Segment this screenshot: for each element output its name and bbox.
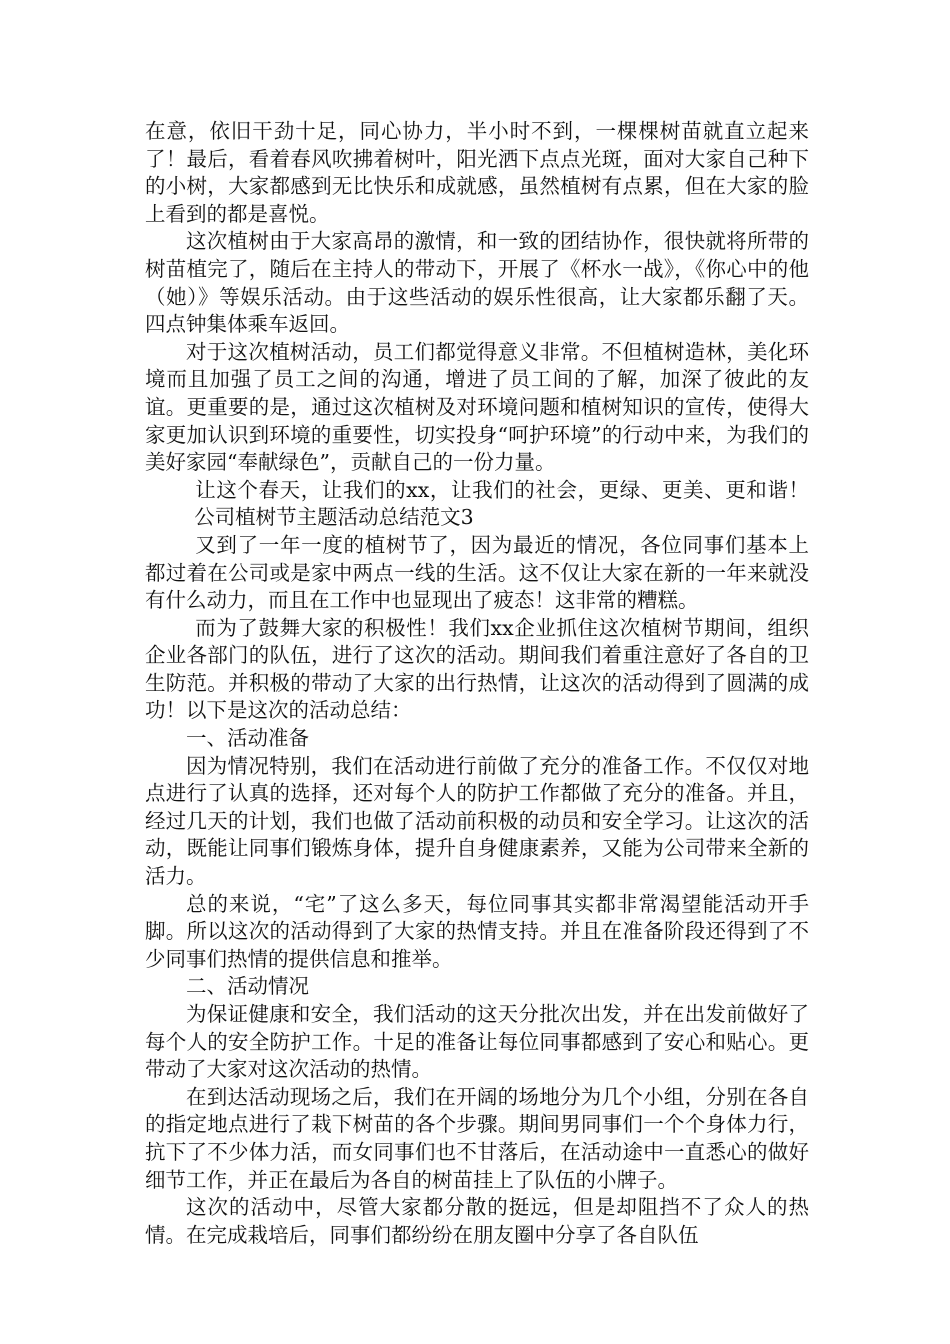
paragraph: 而为了鼓舞大家的积极性！我们xx企业抓住这次植树节期间，组织企业各部门的队伍，进行了这次的活动。期间我们着重注意好了各自的卫生防范。并积极的带动了大家的出行热情，让这次的活动得到了圆满的成功！以下是这次的活动总结：	[145, 615, 809, 723]
paragraph: 因为情况特别，我们在活动进行前做了充分的准备工作。不仅仅对地点进行了认真的选择，还对每个人的防护工作都做了充分的准备。并且，经过几天的计划，我们也做了活动前积极的动员和安全学习。让这次的活动，既能让同事们锻炼身体，提升自身健康素养，又能为公司带来全新的活力。	[145, 753, 809, 889]
paragraph: 在意，依旧干劲十足，同心协力，半小时不到，一棵棵树苗就直立起来了！最后，看着春风吹拂着树叶，阳光洒下点点光斑，面对大家自己种下的小树，大家都感到无比快乐和成就感，虽然植树有点累，但在大家的脸上看到的都是喜悦。	[145, 119, 809, 226]
section-heading: 二、活动情况	[186, 974, 309, 999]
section-heading: 一、活动准备	[186, 726, 309, 751]
paragraph: 对于这次植树活动，员工们都觉得意义非常。不但植树造林，美化环境而且加强了员工之间的沟通，增进了员工间的了解，加深了彼此的友谊。更重要的是，通过这次植树及对环境问题和植树知识的宣传，使得大家更加认识到环境的重要性，切实投身“呵护环境”的行动中来，为我们的美好家园“奉献绿色”，贡献自己的一份力量。	[145, 339, 809, 475]
paragraph: 为保证健康和安全，我们活动的这天分批次出发，并在出发前做好了每个人的安全防护工作。十足的准备让每位同事都感到了安心和贴心。更带动了大家对这次活动的热情。	[145, 1002, 809, 1082]
paragraph	[145, 477, 809, 532]
section-title: 公司植树节主题活动总结范文3	[194, 505, 474, 530]
paragraph-text: 让这个春天，让我们的xx，让我们的社会，更绿、更美、更和谐！	[195, 477, 809, 502]
paragraph: 在到达活动现场之后，我们在开阔的场地分为几个小组，分别在各自的指定地点进行了栽下树苗的各个步骤。期间男同事们一个个身体力行，抗下了不少体力活，而女同事们也不甘落后，在活动途中一直悉心的做好细节工作，并正在最后为各自的树苗挂上了队伍的小牌子。	[145, 1084, 809, 1192]
paragraph: 总的来说，“宅”了这么多天，每位同事其实都非常渴望能活动开手脚。所以这次的活动得到了大家的热情支持。并且在准备阶段还得到了不少同事们热情的提供信息和推举。	[145, 891, 809, 971]
paragraph: 这次植树由于大家高昂的激情，和一致的团结协作，很快就将所带的树苗植完了，随后在主持人的带动下，开展了《杯水一战》，《你心中的他（她）》等娱乐活动。由于这些活动的娱乐性很高，让大家都乐翻了天。四点钟集体乘车返回。	[145, 229, 809, 337]
paragraph: 又到了一年一度的植树节了，因为最近的情况，各位同事们基本上都过着在公司或是家中两点一线的生活。这不仅让大家在新的一年来就没有什么动力，而且在工作中也显现出了疲态！这非常的糟糕。	[145, 532, 809, 613]
document-page	[145, 118, 809, 1249]
paragraph: 这次的活动中，尽管大家都分散的挺远，但是却阻挡不了众人的热情。在完成栽培后，同事们都纷纷在朋友圈中分享了各自队伍	[145, 1195, 809, 1247]
